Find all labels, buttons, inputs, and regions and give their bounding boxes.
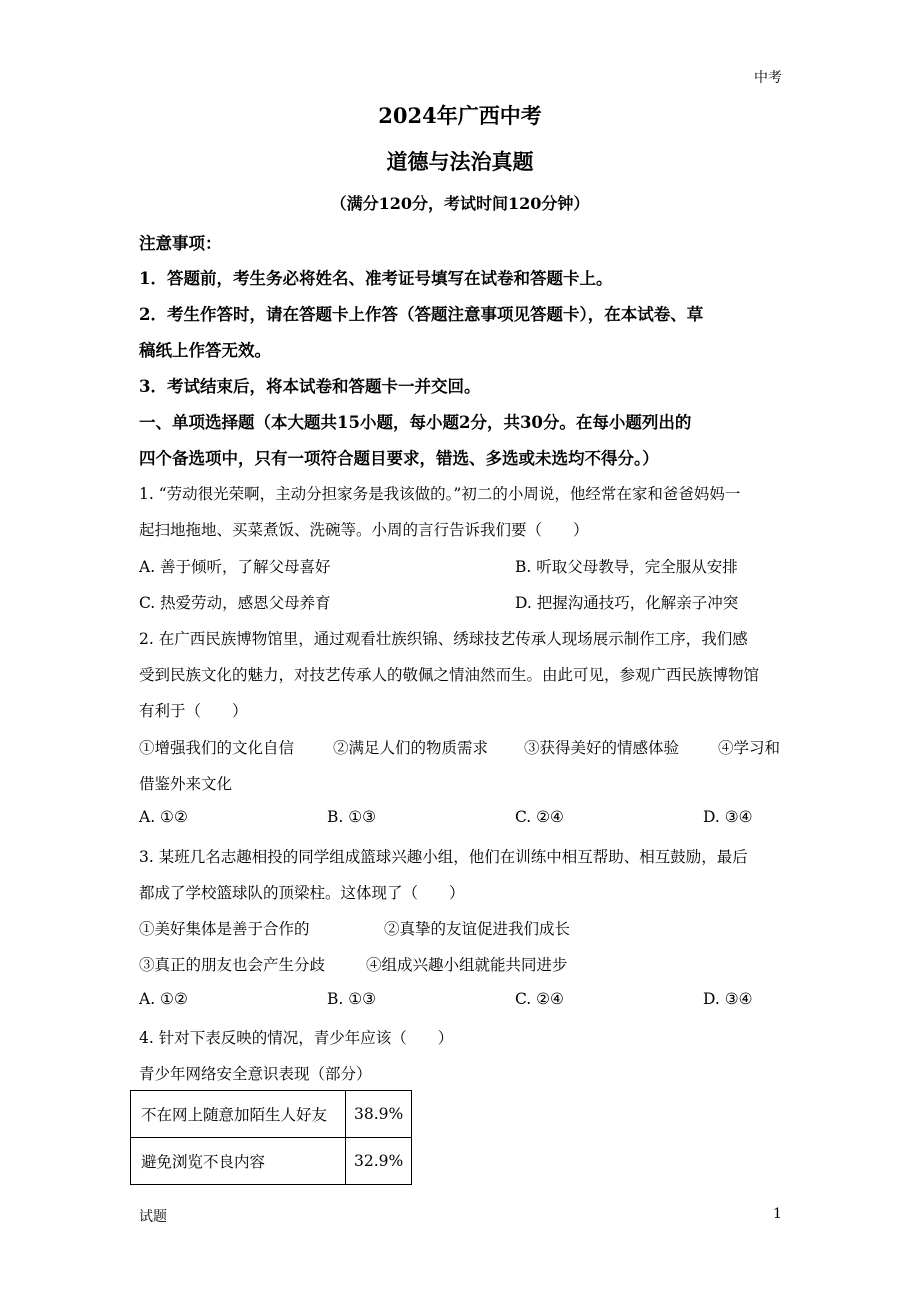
option-c: C. 热爱劳动，感恩父母养育: [139, 594, 331, 612]
statement-3: ③获得美好的情感体验: [524, 739, 680, 757]
statement-1: ①美好集体是善于合作的: [139, 920, 310, 938]
question-1-stem-cont: 起扫地拖地、买菜煮饭、洗碗等。小周的言行告诉我们要（ ）: [139, 521, 589, 539]
header-tag: 中考: [754, 70, 782, 86]
question-1-stem: 1. “劳动很光荣啊，主动分担家务是我该做的。”初二的小周说，他经常在家和爸爸妈妈一: [139, 485, 741, 503]
question-2-stem: 2. 在广西民族博物馆里，通过观看壮族织锦、绣球技艺传承人现场展示制作工序，我们感: [139, 630, 748, 648]
option-b: B. ①③: [327, 990, 377, 1008]
table-cell-label: 避免浏览不良内容: [131, 1138, 346, 1185]
option-b: B. ①③: [327, 808, 377, 826]
table-row: [131, 1138, 412, 1185]
statement-4: ④学习和: [718, 739, 781, 757]
page-subtitle: 道德与法治真题: [386, 149, 534, 174]
statement-3: ③真正的朋友也会产生分歧: [139, 956, 326, 974]
score-note: （满分120分，考试时间120分钟）: [330, 194, 590, 213]
question-2-stem-cont: 有利于（ ）: [139, 702, 248, 720]
table-row: [131, 1091, 412, 1138]
statement-4-cont: 借鉴外来文化: [139, 775, 233, 793]
table-cell-value: 32.9%: [346, 1138, 412, 1185]
note-item: 2．考生作答时，请在答题卡上作答（答题注意事项见答题卡），在本试卷、草: [139, 305, 704, 324]
option-d: D. ③④: [703, 808, 753, 826]
option-a: A. ①②: [139, 808, 188, 826]
statement-1: ①增强我们的文化自信: [139, 739, 295, 757]
note-item: 3．考试结束后，将本试卷和答题卡一并交回。: [139, 377, 481, 396]
question-3-stem-cont: 都成了学校篮球队的顶梁柱。这体现了（ ）: [139, 884, 465, 902]
section-heading-cont: 四个备选项中，只有一项符合题目要求，错选、多选或未选均不得分。）: [139, 449, 659, 468]
table-caption: 青少年网络安全意识表现（部分）: [139, 1065, 372, 1083]
statement-2: ②真挚的友谊促进我们成长: [384, 920, 571, 938]
option-b: B. 听取父母教导，完全服从安排: [515, 558, 738, 576]
option-c: C. ②④: [515, 808, 564, 826]
question-3-stem: 3. 某班几名志趣相投的同学组成篮球兴趣小组，他们在训练中相互帮助、相互鼓励，最后: [139, 848, 748, 866]
statement-2: ②满足人们的物质需求: [333, 739, 489, 757]
table-cell-label: 不在网上随意加陌生人好友: [131, 1091, 346, 1138]
section-heading: 一、单项选择题（本大题共15小题，每小题2分，共30分。在每小题列出的: [139, 413, 692, 432]
question-2-stem-cont: 受到民族文化的魅力，对技艺传承人的敬佩之情油然而生。由此可见，参观广西民族博物馆: [139, 666, 760, 684]
option-a: A. ①②: [139, 990, 188, 1008]
page-number: 1: [773, 1206, 782, 1222]
option-a: A. 善于倾听，了解父母喜好: [139, 558, 331, 576]
footer-label: 试题: [139, 1209, 167, 1225]
option-c: C. ②④: [515, 990, 564, 1008]
table-cell-value: 38.9%: [346, 1091, 412, 1138]
survey-table: [130, 1090, 412, 1185]
notes-heading: 注意事项：: [139, 234, 222, 253]
question-4-stem: 4. 针对下表反映的情况，青少年应该（ ）: [139, 1029, 454, 1047]
note-item: 稿纸上作答无效。: [139, 341, 271, 360]
option-d: D. ③④: [703, 990, 753, 1008]
option-d: D. 把握沟通技巧，化解亲子冲突: [515, 594, 739, 612]
statement-4: ④组成兴趣小组就能共同进步: [366, 956, 568, 974]
note-item: 1．答题前，考生务必将姓名、准考证号填写在试卷和答题卡上。: [139, 269, 613, 288]
page-title: 2024年广西中考: [378, 103, 542, 128]
